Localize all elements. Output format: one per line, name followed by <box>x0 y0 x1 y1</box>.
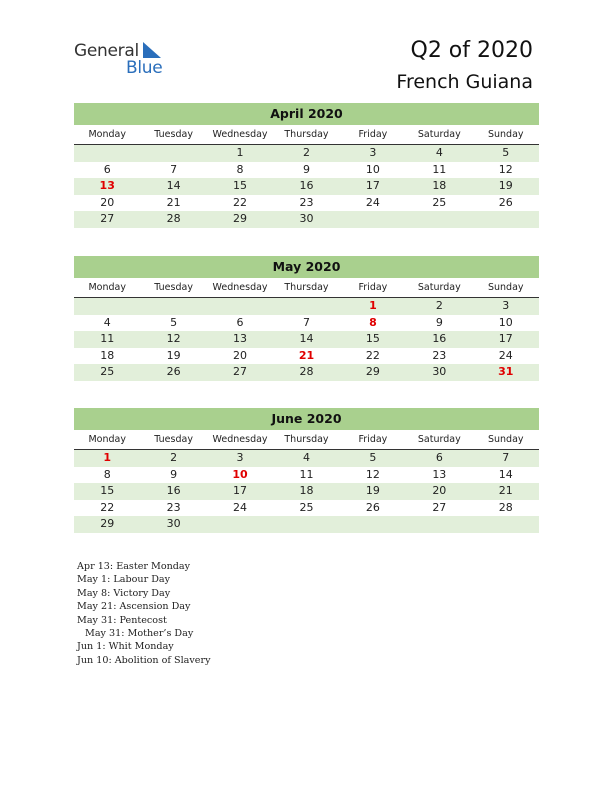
day-cell <box>406 211 472 228</box>
weekday-label: Sunday <box>487 282 524 293</box>
weekday-label: Thursday <box>284 434 329 445</box>
day-cell: 5 <box>369 451 377 464</box>
weekday-label: Monday <box>88 434 126 445</box>
day-cell: 8 <box>103 467 111 481</box>
day-cell <box>340 211 406 228</box>
month-calendar <box>74 256 539 381</box>
weekday-header-row <box>74 278 539 298</box>
holiday-note: Jun 10: Abolition of Slavery <box>77 654 211 666</box>
day-cell: 22 <box>233 195 248 209</box>
day-cell: 25 <box>100 365 115 379</box>
day-cell: 9 <box>170 467 178 481</box>
day-cell: 24 <box>498 348 513 362</box>
day-cell: 3 <box>369 146 377 159</box>
holiday-note: May 1: Labour Day <box>77 574 171 586</box>
day-cell <box>207 516 273 533</box>
week-row <box>74 331 539 348</box>
week-row <box>74 298 539 315</box>
day-cell: 19 <box>498 179 513 193</box>
day-cell: 22 <box>365 348 380 362</box>
day-cell: 3 <box>236 451 244 464</box>
day-cell: 24 <box>233 500 248 514</box>
weekday-label: Wednesday <box>212 434 268 445</box>
week-row <box>74 178 539 195</box>
week-row <box>74 500 539 517</box>
week-row <box>74 315 539 332</box>
day-cell: 26 <box>365 500 380 514</box>
week-row <box>74 467 539 484</box>
day-cell: 29 <box>365 365 380 379</box>
weekday-label: Saturday <box>417 129 461 140</box>
day-cell: 6 <box>435 451 443 464</box>
weekday-header-row <box>74 125 539 145</box>
day-cell: 23 <box>299 195 314 209</box>
day-cell: 10 <box>232 467 248 481</box>
day-cell <box>140 145 206 162</box>
weekday-label: Saturday <box>417 434 461 445</box>
day-cell: 1 <box>103 451 112 464</box>
week-row <box>74 162 539 179</box>
day-cell: 2 <box>435 299 443 312</box>
weekday-label: Tuesday <box>154 129 193 140</box>
day-cell: 26 <box>166 365 181 379</box>
day-cell <box>273 298 339 315</box>
day-cell: 25 <box>299 500 314 514</box>
day-cell: 30 <box>299 212 314 226</box>
day-cell: 17 <box>365 179 380 193</box>
weekday-label: Monday <box>88 282 126 293</box>
weekday-label: Friday <box>358 434 388 445</box>
day-cell: 21 <box>298 348 315 362</box>
month-title: May 2020 <box>74 256 539 278</box>
day-cell: 14 <box>166 179 181 193</box>
logo-text-blue: Blue <box>126 58 163 78</box>
day-cell: 21 <box>166 195 181 209</box>
holiday-notes <box>77 560 211 667</box>
day-cell: 15 <box>233 179 248 193</box>
day-cell: 27 <box>100 212 115 226</box>
week-row <box>74 364 539 381</box>
weekday-label: Wednesday <box>212 129 268 140</box>
holiday-note: Jun 1: Whit Monday <box>77 641 174 653</box>
week-row <box>74 195 539 212</box>
weekday-label: Thursday <box>284 282 329 293</box>
weekday-label: Thursday <box>284 129 329 140</box>
month-calendar <box>74 408 539 533</box>
day-cell: 31 <box>498 365 514 379</box>
day-cell: 23 <box>166 500 181 514</box>
day-cell: 4 <box>435 146 443 159</box>
week-row <box>74 483 539 500</box>
holiday-note: May 21: Ascension Day <box>77 601 191 613</box>
holiday-note: May 31: Pentecost <box>77 614 167 626</box>
day-cell: 10 <box>498 315 513 329</box>
weekday-label: Friday <box>358 282 388 293</box>
weekday-label: Saturday <box>417 282 461 293</box>
day-cell: 16 <box>166 484 181 498</box>
holiday-note: May 8: Victory Day <box>77 587 171 599</box>
weekday-label: Tuesday <box>154 282 193 293</box>
day-cell: 16 <box>432 332 447 346</box>
day-cell <box>473 211 539 228</box>
day-cell: 18 <box>100 348 115 362</box>
day-cell: 7 <box>502 451 510 464</box>
day-cell: 13 <box>233 332 248 346</box>
day-cell: 11 <box>100 332 115 346</box>
day-cell: 7 <box>302 315 310 329</box>
day-cell: 6 <box>103 162 111 176</box>
day-cell: 1 <box>236 146 244 159</box>
day-cell: 18 <box>432 179 447 193</box>
day-cell: 30 <box>432 365 447 379</box>
day-cell: 9 <box>302 162 310 176</box>
day-cell: 11 <box>432 162 447 176</box>
day-cell: 6 <box>236 315 244 329</box>
weekday-label: Monday <box>88 129 126 140</box>
day-cell: 27 <box>233 365 248 379</box>
day-cell: 30 <box>166 517 181 531</box>
day-cell: 15 <box>365 332 380 346</box>
day-cell: 8 <box>236 162 244 176</box>
day-cell <box>273 516 339 533</box>
day-cell: 17 <box>233 484 248 498</box>
month-title: June 2020 <box>74 408 539 430</box>
day-cell: 15 <box>100 484 115 498</box>
day-cell: 28 <box>166 212 181 226</box>
day-cell: 28 <box>299 365 314 379</box>
day-cell: 4 <box>103 315 111 329</box>
week-row <box>74 211 539 228</box>
day-cell: 4 <box>302 451 310 464</box>
day-cell: 20 <box>233 348 248 362</box>
day-cell: 16 <box>299 179 314 193</box>
day-cell: 2 <box>170 451 178 464</box>
day-cell: 2 <box>302 146 310 159</box>
day-cell: 11 <box>299 467 314 481</box>
weekday-label: Friday <box>358 129 388 140</box>
day-cell <box>473 516 539 533</box>
page-title: Q2 of 2020 <box>410 38 533 63</box>
holiday-note: Apr 13: Easter Monday <box>77 561 191 572</box>
weekday-label: Sunday <box>487 434 524 445</box>
day-cell <box>74 298 140 315</box>
day-cell: 1 <box>369 299 377 312</box>
weekday-header-row <box>74 430 539 450</box>
day-cell <box>140 298 206 315</box>
week-row <box>74 450 539 467</box>
day-cell: 24 <box>365 195 380 209</box>
day-cell: 29 <box>233 212 248 226</box>
day-cell <box>340 516 406 533</box>
day-cell: 12 <box>365 467 380 481</box>
day-cell: 27 <box>432 500 447 514</box>
day-cell: 3 <box>502 299 510 312</box>
day-cell: 21 <box>498 484 513 498</box>
day-cell: 10 <box>365 162 380 176</box>
day-cell <box>74 145 140 162</box>
week-row <box>74 145 539 162</box>
day-cell: 19 <box>365 484 380 498</box>
month-title: April 2020 <box>74 103 539 125</box>
day-cell: 28 <box>498 500 513 514</box>
day-cell: 18 <box>299 484 314 498</box>
day-cell: 26 <box>498 195 513 209</box>
day-cell: 5 <box>502 146 510 159</box>
day-cell: 14 <box>498 467 513 481</box>
day-cell: 17 <box>498 332 513 346</box>
day-cell <box>406 516 472 533</box>
day-cell: 19 <box>166 348 181 362</box>
page-subtitle: French Guiana <box>396 71 533 93</box>
logo-text-general: General <box>74 41 139 61</box>
brand-logo <box>74 41 174 81</box>
holiday-note: May 31: Mother’s Day <box>85 628 194 640</box>
day-cell: 14 <box>299 332 314 346</box>
day-cell: 7 <box>170 162 178 176</box>
day-cell: 5 <box>170 315 178 329</box>
day-cell: 12 <box>498 162 513 176</box>
day-cell: 12 <box>166 332 181 346</box>
day-cell: 29 <box>100 517 115 531</box>
month-calendar <box>74 103 539 228</box>
day-cell: 23 <box>432 348 447 362</box>
day-cell: 20 <box>100 195 115 209</box>
day-cell: 13 <box>432 467 447 481</box>
week-row <box>74 516 539 533</box>
day-cell: 9 <box>435 315 443 329</box>
day-cell: 20 <box>432 484 447 498</box>
day-cell: 8 <box>369 315 377 329</box>
weekday-label: Sunday <box>487 129 524 140</box>
day-cell: 22 <box>100 500 115 514</box>
day-cell <box>207 298 273 315</box>
weekday-label: Wednesday <box>212 282 268 293</box>
weekday-label: Tuesday <box>154 434 193 445</box>
day-cell: 13 <box>99 179 115 193</box>
day-cell: 25 <box>432 195 447 209</box>
week-row <box>74 348 539 365</box>
